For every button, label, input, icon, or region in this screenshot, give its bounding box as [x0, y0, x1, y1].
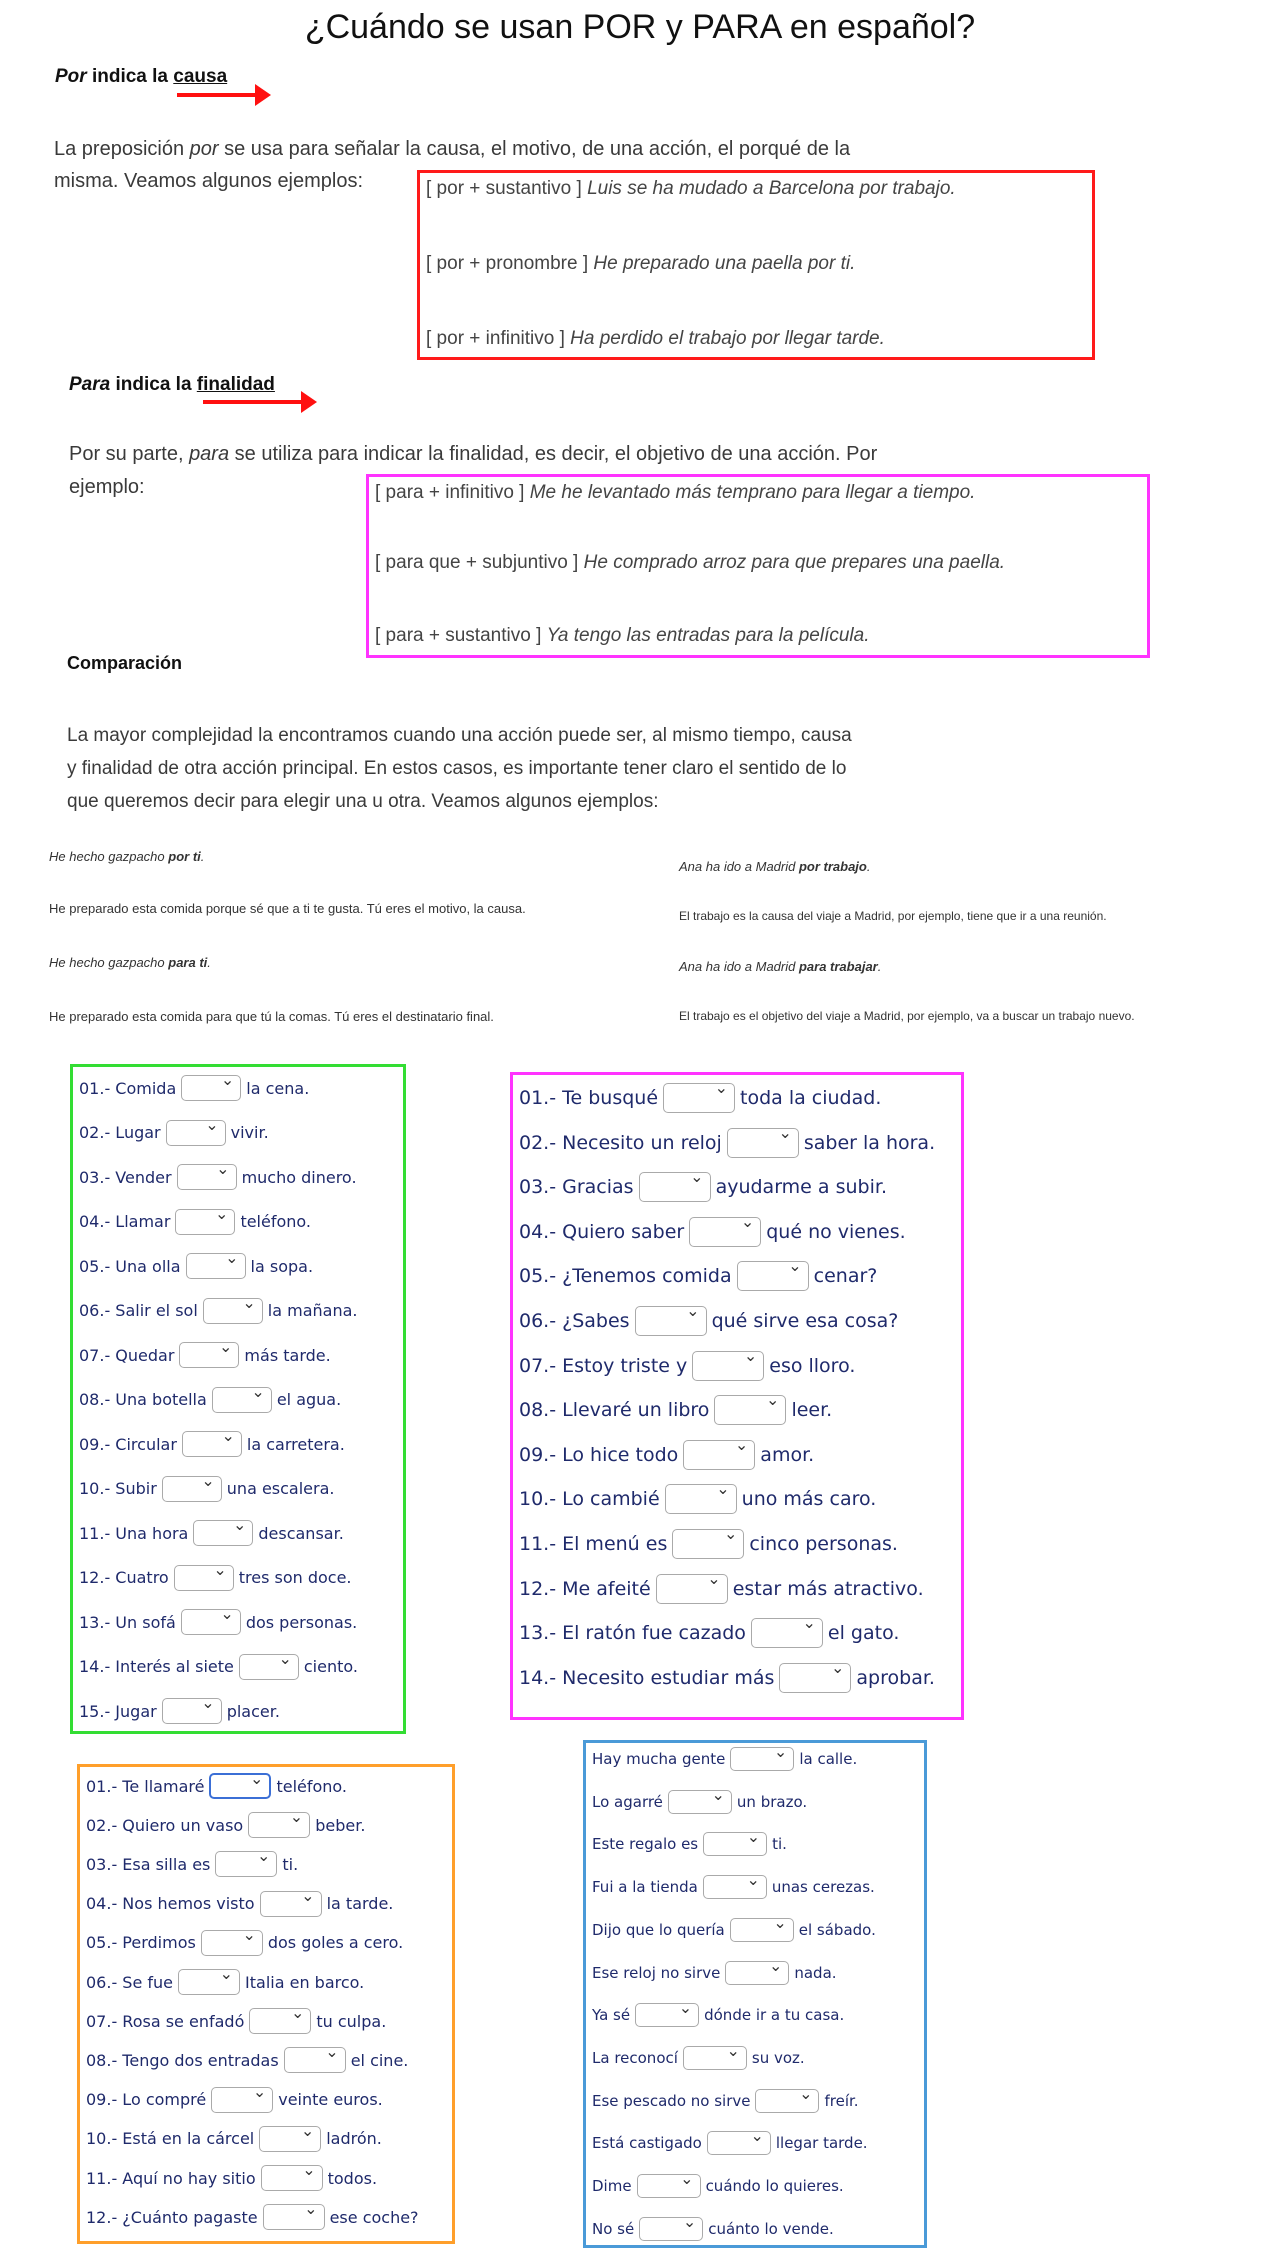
exercise-item — [79, 1253, 313, 1279]
exercise-prompt: 10.- Lo cambié — [519, 1488, 660, 1511]
answer-select[interactable] — [203, 1298, 263, 1324]
para-paragraph-line2: ejemplo: — [69, 476, 145, 498]
exercise-continuation: ti. — [282, 1854, 299, 1874]
exercise-item — [86, 1969, 364, 1995]
exercise-item — [86, 1773, 347, 1799]
exercise-item — [592, 2003, 844, 2027]
exercise-item — [519, 1306, 898, 1336]
exercise-prompt: 13.- El ratón fue cazado — [519, 1622, 746, 1645]
page-title: ¿Cuándo se usan POR y PARA en español? — [304, 8, 976, 46]
answer-select[interactable] — [186, 1253, 246, 1279]
exercise-item — [519, 1663, 935, 1693]
exercise-prompt: 12.- Cuatro — [79, 1568, 169, 1587]
exercise-item — [86, 2047, 408, 2073]
exercise-item — [79, 1298, 357, 1324]
exercise-item — [86, 1930, 403, 1956]
exercise-item — [519, 1261, 877, 1291]
por-example: [ por + pronombre ] He preparado una paella por ti. — [426, 253, 856, 274]
exercise-prompt: 09.- Lo compré — [86, 2090, 207, 2110]
exercise-prompt: 07.- Rosa se enfadó — [86, 2011, 245, 2031]
exercise-prompt: 04.- Nos hemos visto — [86, 1894, 255, 1914]
exercise-item — [86, 1891, 393, 1917]
exercise-continuation: llegar tarde. — [775, 2134, 868, 2153]
exercise-item — [86, 1812, 365, 1838]
answer-select[interactable] — [663, 1083, 735, 1113]
answer-select[interactable] — [193, 1520, 253, 1546]
answer-select[interactable] — [284, 2047, 346, 2073]
answer-select[interactable] — [260, 1891, 322, 1917]
answer-select[interactable] — [259, 2126, 321, 2152]
exercise-prompt: 06.- Salir el sol — [79, 1301, 198, 1320]
exercise-prompt: 04.- Llamar — [79, 1212, 171, 1231]
red-arrow-icon — [203, 400, 303, 404]
exercise-continuation: tres son doce. — [238, 1568, 352, 1587]
para-paragraph: Por su parte, para se utiliza para indicar la finalidad, es decir, el objetivo de una acción. Por — [69, 443, 878, 465]
exercise-continuation: beber. — [315, 1815, 366, 1835]
exercise-prompt: 03.- Esa silla es — [86, 1854, 211, 1874]
answer-select[interactable] — [703, 1875, 767, 1899]
answer-select[interactable] — [263, 2204, 325, 2230]
exercise-prompt: No sé — [592, 2219, 635, 2238]
exercise-item — [79, 1520, 344, 1546]
answer-select[interactable] — [755, 2089, 819, 2113]
exercise-box-orange — [77, 1764, 455, 2244]
exercise-item — [519, 1128, 935, 1158]
exercise-continuation: ladrón. — [326, 2129, 382, 2149]
exercise-continuation: estar más atractivo. — [732, 1577, 924, 1600]
exercise-prompt: 03.- Vender — [79, 1167, 172, 1187]
exercise-item — [79, 1164, 357, 1190]
exercise-prompt: 10.- Está en la cárcel — [86, 2129, 255, 2149]
por-example: [ por + sustantivo ] Luis se ha mudado a Barcelona por trabajo. — [426, 178, 956, 199]
answer-select[interactable] — [162, 1698, 222, 1724]
answer-select[interactable] — [212, 1387, 272, 1413]
exercise-prompt: Ya sé — [592, 2006, 631, 2025]
answer-select[interactable] — [177, 1164, 237, 1190]
exercise-continuation: mucho dinero. — [241, 1167, 357, 1187]
comparison-explanation: He preparado esta comida porque sé que a ti te gusta. Tú eres el motivo, la causa. — [49, 901, 526, 916]
exercise-continuation: la sopa. — [250, 1256, 314, 1276]
exercise-prompt: 05.- Perdimos — [86, 1933, 196, 1953]
answer-select[interactable] — [637, 2174, 701, 2198]
exercise-continuation: unas cerezas. — [771, 1878, 875, 1897]
para-example: [ para que + subjuntivo ] He comprado arroz para que prepares una paella. — [375, 552, 1006, 573]
answer-select[interactable] — [178, 1969, 240, 1995]
exercise-prompt: 09.- Circular — [79, 1434, 177, 1454]
answer-select[interactable] — [689, 1217, 761, 1247]
red-arrow-icon — [177, 93, 257, 97]
answer-select[interactable] — [730, 1918, 794, 1942]
exercise-box-blue — [583, 1740, 927, 2248]
exercise-item — [592, 1832, 787, 1856]
exercise-continuation: ese coche? — [329, 2207, 419, 2227]
answer-select[interactable] — [635, 1306, 707, 1336]
exercise-prompt: La reconocí — [592, 2048, 678, 2067]
exercise-item — [592, 2174, 844, 2198]
exercise-prompt: Ese pescado no sirve — [592, 2091, 751, 2110]
exercise-prompt: 07.- Quedar — [79, 1345, 175, 1365]
answer-select[interactable] — [166, 1120, 226, 1146]
exercise-prompt: 02.- Necesito un reloj — [519, 1131, 722, 1154]
exercise-continuation: un brazo. — [736, 1792, 808, 1811]
exercise-prompt: Hay mucha gente — [592, 1750, 726, 1768]
exercise-prompt: 07.- Estoy triste y — [519, 1354, 688, 1377]
comparison-example: He hecho gazpacho para ti. — [49, 955, 211, 970]
answer-select[interactable] — [181, 1609, 241, 1635]
exercise-item — [519, 1529, 898, 1559]
exercise-continuation: la cena. — [246, 1078, 310, 1098]
exercise-item — [86, 2204, 419, 2230]
exercise-continuation: descansar. — [258, 1523, 344, 1543]
answer-select[interactable] — [174, 1565, 234, 1591]
exercise-continuation: leer. — [791, 1399, 833, 1422]
answer-select[interactable] — [181, 1075, 241, 1101]
exercise-continuation: qué sirve esa cosa? — [711, 1310, 899, 1332]
comparacion-paragraph: La mayor complejidad la encontramos cuando una acción puede ser, al mismo tiempo, causa y finalidad de otra acción principal. En estos casos, es importante tener claro el sentido de lo que queremos decir para elegir una u otra. Veamos algunos ejemplos: — [67, 725, 852, 812]
answer-select[interactable] — [703, 1832, 767, 1856]
exercise-item — [79, 1387, 341, 1413]
answer-select[interactable] — [261, 2165, 323, 2191]
exercise-item — [592, 1790, 807, 1814]
exercise-item — [592, 1918, 876, 1942]
answer-select[interactable] — [683, 2046, 747, 2070]
answer-select[interactable] — [725, 1961, 789, 1985]
exercise-continuation: qué no vienes. — [766, 1220, 906, 1243]
answer-select[interactable] — [779, 1663, 851, 1693]
answer-select[interactable] — [665, 1484, 737, 1514]
exercise-continuation: la calle. — [799, 1750, 858, 1768]
exercise-item — [592, 1747, 857, 1771]
exercise-item — [86, 1851, 298, 1877]
exercise-item — [79, 1209, 311, 1235]
answer-select[interactable] — [751, 1618, 823, 1648]
exercise-prompt: 12.- Me afeité — [519, 1577, 651, 1600]
exercise-prompt: 12.- ¿Cuánto pagaste — [86, 2207, 258, 2227]
exercise-prompt: 13.- Un sofá — [79, 1612, 176, 1632]
answer-select[interactable] — [639, 2217, 703, 2241]
exercise-continuation: el sábado. — [798, 1920, 876, 1939]
exercise-prompt: Está castigado — [592, 2134, 702, 2153]
exercise-continuation: saber la hora. — [803, 1131, 936, 1154]
exercise-item — [86, 2087, 383, 2113]
exercise-item — [79, 1075, 309, 1101]
exercise-continuation: tu culpa. — [316, 2011, 387, 2031]
answer-select[interactable] — [656, 1574, 728, 1604]
para-heading: Para indica la finalidad — [69, 374, 275, 395]
exercise-item — [79, 1698, 280, 1724]
exercise-prompt: 01.- Te llamaré — [86, 1776, 205, 1796]
exercise-continuation: cinco personas. — [749, 1533, 898, 1555]
por-paragraph: La preposición por se usa para señalar la causa, el motivo, de una acción, el porqué de la — [54, 138, 851, 160]
exercise-item — [592, 2131, 868, 2155]
exercise-item — [79, 1565, 352, 1591]
answer-select[interactable] — [668, 1790, 732, 1814]
answer-select[interactable] — [635, 2003, 699, 2027]
answer-select[interactable] — [162, 1476, 222, 1502]
exercise-continuation: más tarde. — [244, 1345, 331, 1365]
exercise-prompt: 01.- Comida — [79, 1078, 177, 1098]
answer-select[interactable] — [639, 1172, 711, 1202]
answer-select[interactable] — [683, 1440, 755, 1470]
exercise-prompt: 04.- Quiero saber — [519, 1220, 685, 1243]
exercise-continuation: cuánto lo vende. — [708, 2219, 834, 2238]
exercise-item — [519, 1618, 899, 1648]
exercise-prompt: 08.- Tengo dos entradas — [86, 2050, 279, 2070]
exercise-prompt: 02.- Lugar — [79, 1123, 161, 1142]
answer-select[interactable] — [211, 2087, 273, 2113]
exercise-continuation: todos. — [327, 2168, 378, 2188]
answer-select[interactable] — [215, 1851, 277, 1877]
exercise-item — [79, 1342, 331, 1368]
answer-select[interactable] — [730, 1747, 794, 1771]
exercise-prompt: 08.- Una botella — [79, 1390, 207, 1409]
exercise-box-magenta — [510, 1072, 964, 1720]
exercise-item — [519, 1440, 814, 1470]
exercise-item — [86, 2165, 377, 2191]
para-example: [ para + infinitivo ] Me he levantado más temprano para llegar a tiempo. — [375, 482, 976, 503]
comparison-explanation: El trabajo es el objetivo del viaje a Madrid, por ejemplo, va a buscar un trabajo nuevo. — [679, 1009, 1135, 1023]
exercise-continuation: uno más caro. — [741, 1488, 877, 1511]
exercise-item — [86, 2008, 386, 2034]
exercise-continuation: toda la ciudad. — [740, 1087, 882, 1109]
exercise-continuation: teléfono. — [276, 1776, 348, 1796]
answer-select[interactable] — [248, 1812, 310, 1838]
exercise-item — [79, 1120, 269, 1146]
exercise-box-green — [70, 1064, 406, 1734]
exercise-prompt: 14.- Necesito estudiar más — [519, 1666, 775, 1689]
exercise-prompt: 08.- Llevaré un libro — [519, 1399, 710, 1422]
exercise-continuation: vivir. — [230, 1123, 269, 1142]
answer-select[interactable] — [692, 1351, 764, 1381]
exercise-continuation: ciento. — [303, 1657, 358, 1676]
exercise-continuation: la carretera. — [246, 1434, 345, 1454]
exercise-continuation: amor. — [760, 1443, 815, 1466]
comparison-example: Ana ha ido a Madrid por trabajo. — [679, 859, 871, 874]
exercise-continuation: placer. — [226, 1701, 280, 1721]
exercise-continuation: eso lloro. — [769, 1354, 856, 1377]
comparison-example: Ana ha ido a Madrid para trabajar. — [679, 959, 882, 974]
por-examples-box — [417, 170, 1095, 360]
exercise-prompt: Lo agarré — [592, 1792, 663, 1811]
answer-select[interactable] — [175, 1209, 235, 1235]
exercise-item — [519, 1172, 887, 1202]
exercise-continuation: el cine. — [350, 2050, 409, 2070]
exercise-prompt: Dijo que lo quería — [592, 1920, 725, 1939]
exercise-prompt: 05.- Una olla — [79, 1256, 181, 1276]
exercise-prompt: 02.- Quiero un vaso — [86, 1815, 244, 1835]
exercise-continuation: el gato. — [827, 1622, 900, 1645]
answer-select[interactable] — [182, 1431, 242, 1457]
exercise-continuation: dónde ir a tu casa. — [704, 2006, 845, 2025]
exercise-continuation: freír. — [824, 2091, 859, 2110]
exercise-continuation: la mañana. — [267, 1301, 358, 1320]
por-heading: Por indica la causa — [55, 66, 228, 87]
exercise-continuation: su voz. — [751, 2048, 805, 2067]
answer-select[interactable] — [239, 1654, 299, 1680]
exercise-continuation: una escalera. — [226, 1479, 335, 1498]
comparison-explanation: He preparado esta comida para que tú la comas. Tú eres el destinatario final. — [49, 1009, 494, 1024]
exercise-continuation: teléfono. — [240, 1212, 311, 1231]
answer-select[interactable] — [714, 1395, 786, 1425]
exercise-continuation: aprobar. — [856, 1666, 935, 1689]
exercise-prompt: 03.- Gracias — [519, 1176, 634, 1199]
para-examples-box — [366, 474, 1150, 658]
exercise-item — [592, 2046, 805, 2070]
exercise-item — [519, 1395, 832, 1425]
exercise-continuation: ti. — [772, 1835, 787, 1854]
answer-select[interactable] — [209, 1773, 271, 1799]
answer-select[interactable] — [201, 1930, 263, 1956]
exercise-prompt: 06.- Se fue — [86, 1972, 174, 1992]
exercise-prompt: 11.- El menú es — [519, 1533, 668, 1555]
exercise-item — [519, 1484, 876, 1514]
exercise-prompt: 06.- ¿Sabes — [519, 1310, 630, 1332]
exercise-continuation: veinte euros. — [278, 2090, 383, 2110]
por-example: [ por + infinitivo ] Ha perdido el trabajo por llegar tarde. — [426, 328, 885, 349]
exercise-prompt: 15.- Jugar — [79, 1701, 157, 1721]
exercise-continuation: el agua. — [276, 1390, 342, 1409]
exercise-item — [519, 1217, 906, 1247]
exercise-item — [592, 1961, 837, 1985]
exercise-prompt: 10.- Subir — [79, 1479, 157, 1498]
exercise-prompt: 01.- Te busqué — [519, 1087, 659, 1109]
exercise-continuation: nada. — [794, 1963, 837, 1982]
exercise-item — [519, 1083, 881, 1113]
exercise-item — [519, 1574, 924, 1604]
comparison-example: He hecho gazpacho por ti. — [49, 849, 205, 864]
exercise-continuation: ayudarme a subir. — [715, 1176, 887, 1199]
comparacion-heading: Comparación — [67, 653, 183, 673]
exercise-prompt: Ese reloj no sirve — [592, 1963, 721, 1982]
exercise-item — [592, 1875, 875, 1899]
exercise-prompt: 09.- Lo hice todo — [519, 1443, 679, 1466]
exercise-prompt: 11.- Aquí no hay sitio — [86, 2168, 256, 2188]
exercise-prompt: 11.- Una hora — [79, 1523, 189, 1543]
exercise-continuation: cuándo lo quieres. — [705, 2177, 844, 2195]
answer-select[interactable] — [179, 1342, 239, 1368]
exercise-item — [79, 1476, 335, 1502]
exercise-item — [519, 1351, 855, 1381]
answer-select[interactable] — [249, 2008, 311, 2034]
exercise-prompt: Fui a la tienda — [592, 1878, 698, 1897]
exercise-continuation: cenar? — [813, 1265, 878, 1288]
exercise-prompt: Dime — [592, 2177, 632, 2195]
exercise-prompt: Este regalo es — [592, 1835, 699, 1854]
answer-select[interactable] — [672, 1529, 744, 1559]
exercise-continuation: la tarde. — [326, 1894, 394, 1914]
para-example: [ para + sustantivo ] Ya tengo las entradas para la película. — [375, 625, 870, 646]
comparison-explanation: El trabajo es la causa del viaje a Madrid, por ejemplo, tiene que ir a una reunión. — [679, 909, 1107, 923]
exercise-continuation: dos personas. — [245, 1612, 358, 1632]
exercise-item — [86, 2126, 382, 2152]
exercise-item — [79, 1431, 345, 1457]
exercise-item — [592, 2089, 859, 2113]
exercise-prompt: 05.- ¿Tenemos comida — [519, 1265, 732, 1288]
answer-select[interactable] — [727, 1128, 799, 1158]
answer-select[interactable] — [707, 2131, 771, 2155]
por-paragraph-line2: misma. Veamos algunos ejemplos: — [54, 170, 364, 192]
exercise-continuation: dos goles a cero. — [267, 1933, 404, 1953]
exercise-item — [79, 1609, 357, 1635]
exercise-prompt: 14.- Interés al siete — [79, 1657, 234, 1676]
exercise-continuation: Italia en barco. — [245, 1972, 365, 1992]
exercise-item — [592, 2217, 834, 2241]
exercise-item — [79, 1654, 358, 1680]
answer-select[interactable] — [737, 1261, 809, 1291]
